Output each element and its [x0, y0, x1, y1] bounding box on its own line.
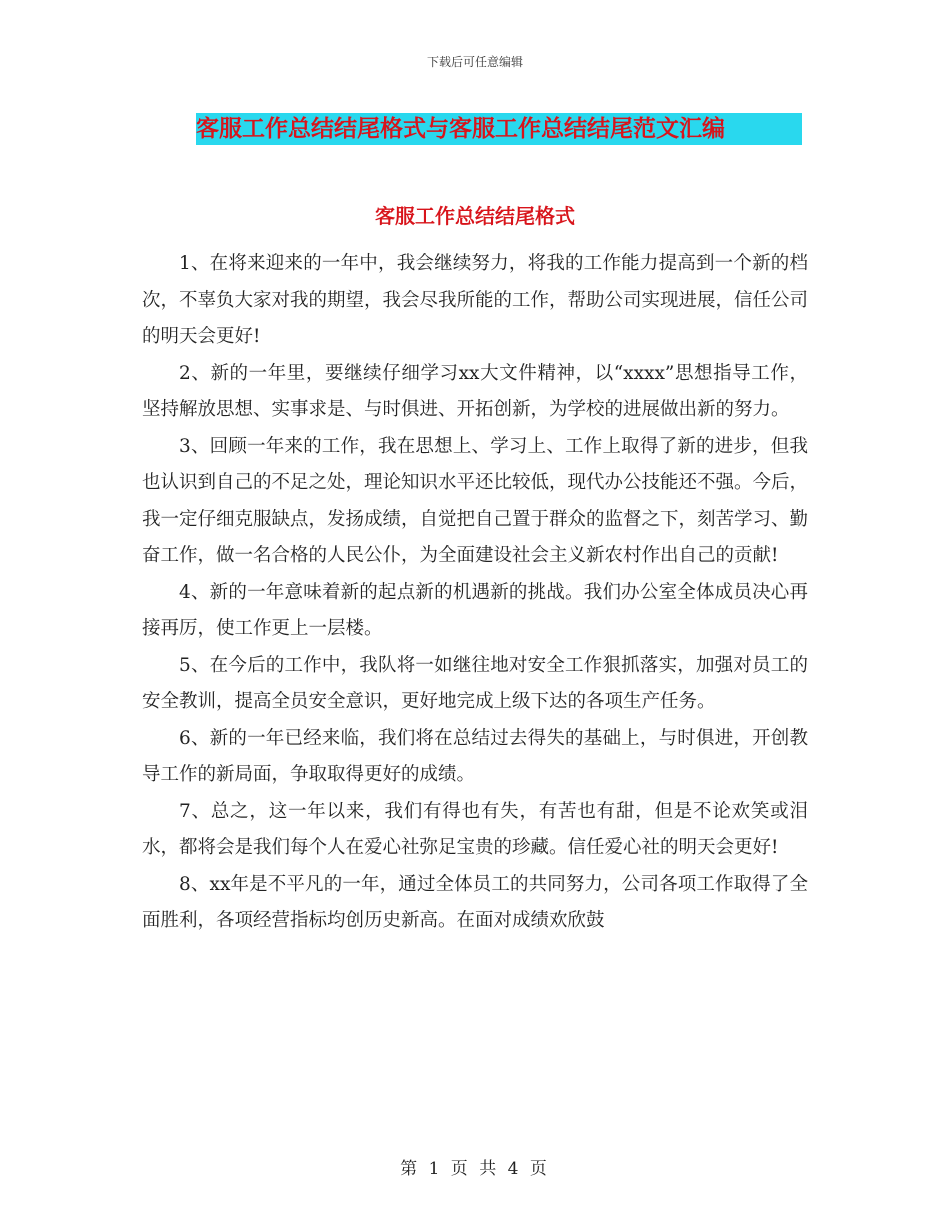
paragraph-7: 7、总之，这一年以来，我们有得也有失，有苦也有甜，但是不论欢笑或泪水，都将会是我们每个人在爱心社弥足宝贵的珍藏。信任爱心社的明天会更好!	[142, 800, 808, 858]
section-title: 客服工作总结结尾格式	[375, 204, 575, 228]
paragraph-2: 2、新的一年里，要继续仔细学习xx大文件精神，以“xxxx”思想指导工作，坚持解放思想、实事求是、与时俱进、开拓创新，为学校的进展做出新的努力。	[142, 362, 808, 420]
paragraph-4: 4、新的一年意味着新的起点新的机遇新的挑战。我们办公室全体成员决心再接再厉，使工作更上一层楼。	[142, 581, 808, 639]
paragraph-5: 5、在今后的工作中，我队将一如继往地对安全工作狠抓落实，加强对员工的安全教训，提高全员安全意识，更好地完成上级下达的各项生产任务。	[142, 654, 808, 712]
page-footer: 第 1 页 共 4 页	[400, 1159, 550, 1179]
header-note: 下载后可任意编辑	[426, 55, 523, 69]
document-title: 客服工作总结结尾格式与客服工作总结结尾范文汇编	[196, 113, 802, 145]
paragraph-1: 1、在将来迎来的一年中，我会继续努力，将我的工作能力提高到一个新的档次，不辜负大家对我的期望，我会尽我所能的工作，帮助公司实现进展，信任公司的明天会更好!	[142, 253, 809, 347]
paragraph-8: 8、xx年是不平凡的一年，通过全体员工的共同努力，公司各项工作取得了全面胜利，各项经营指标均创历史新高。在面对成绩欢欣鼓	[142, 873, 808, 931]
paragraph-3: 3、回顾一年来的工作，我在思想上、学习上、工作上取得了新的进步，但我也认识到自己的不足之处，理论知识水平还比较低，现代办公技能还不强。今后，我一定仔细克服缺点，发扬成绩，自觉把自己置于群众的监督之下，刻苦学习、勤奋工作，做一名合格的人民公仆，为全面建设社会主义新农村作出自己的贡献!	[142, 435, 809, 566]
paragraph-6: 6、新的一年已经来临，我们将在总结过去得失的基础上，与时俱进，开创教导工作的新局面，争取取得更好的成绩。	[142, 727, 808, 785]
document-body	[142, 246, 808, 940]
